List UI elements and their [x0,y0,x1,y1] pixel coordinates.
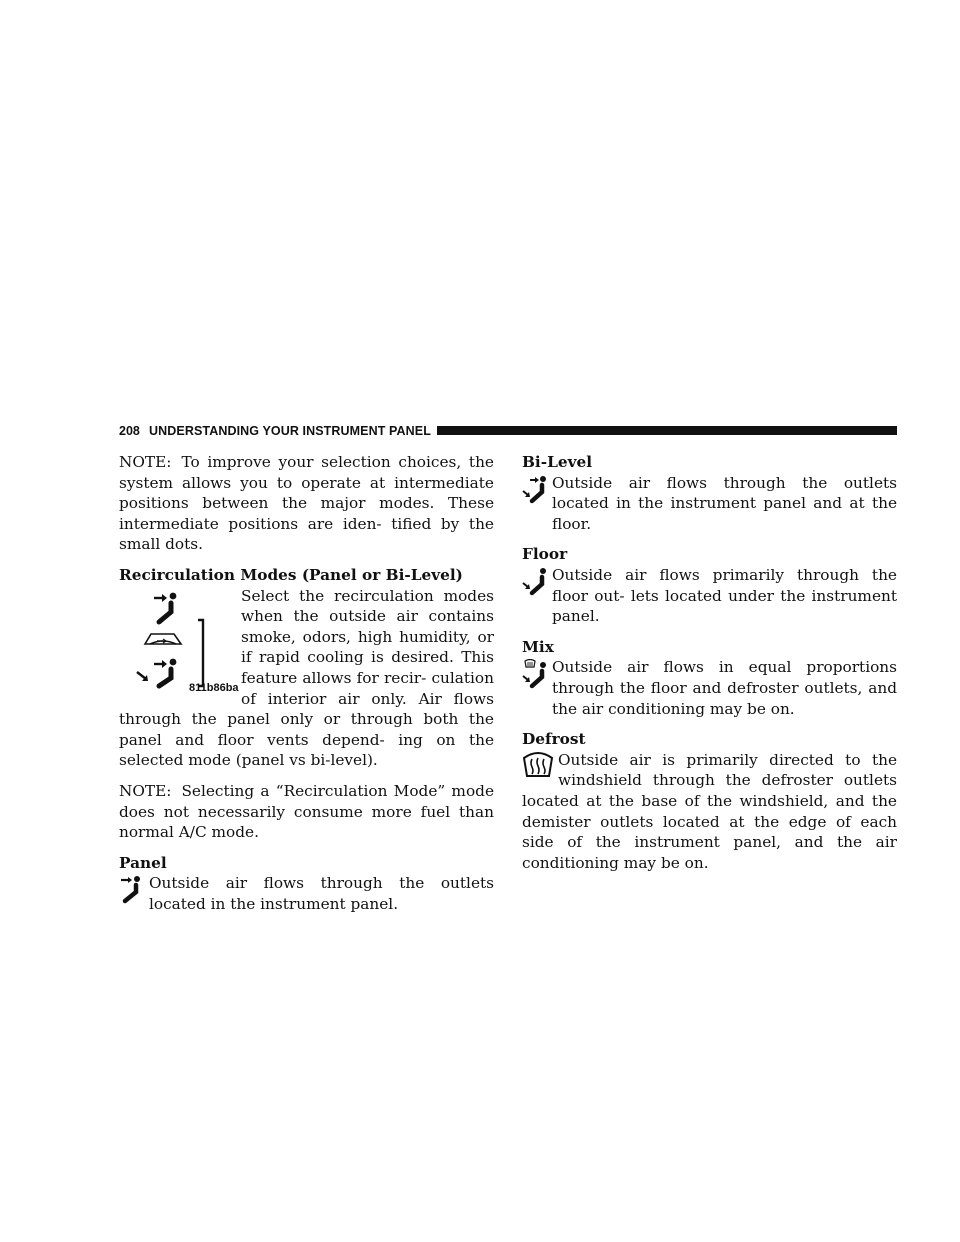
panel-text: Outside air flows through the outlets located in the instrument panel. [149,874,494,913]
mix-text: Outside air flows in equal proportions through the floor and defroster outlets, and the air conditioning may be on. [552,658,897,718]
bilevel-section [522,473,897,535]
panel-mode-icon [119,875,145,905]
mix-section [522,657,897,719]
floor-mode-icon [522,567,548,597]
defrost-icon-wrap [522,750,558,790]
panel-heading: Panel [119,853,167,872]
header-rule [437,426,897,435]
note-text: To improve your selection choices, the system allows you to operate at intermediate positions between the major modes. These intermediate positions are iden- tified by the small dots. [119,453,494,554]
section-title: UNDERSTANDING YOUR INSTRUMENT PANEL [149,424,431,438]
defrost-mode-icon [522,750,554,780]
defrost-heading: Defrost [522,730,586,749]
bilevel-mode-icon [522,475,548,505]
note-text: Selecting a “Recirculation Mode” mode does not necessarily consume more fuel than normal A/C mode. [119,781,494,842]
page-header [119,423,897,439]
panel-section [119,873,494,914]
recirculation-section [119,586,494,771]
bilevel-text: Outside air flows through the outlets located in the instrument panel and at the floor. [552,473,897,533]
figure-code: 811b86ba [189,681,239,694]
right-column [522,452,897,873]
bilevel-heading: Bi-Level [522,453,593,471]
left-column [119,452,494,914]
defrost-text: Outside air is primarily directed to the windshield through the defroster outlets located at the base of the windshield, and the demister outlets located at the edge of each side of the instrument panel, and the air conditioning may be on. [522,750,897,872]
floor-text: Outside air flows primarily through the floor out- lets located under the instrument panel. [552,565,897,626]
defrost-section [522,750,897,874]
page-number: 208 [119,424,140,438]
floor-heading: Floor [522,545,568,564]
mix-heading: Mix [522,637,554,656]
note-intermediate-positions [119,452,494,555]
recirculation-figure [119,586,239,694]
mix-mode-icon [522,659,548,689]
floor-section [522,565,897,627]
note-label: NOTE: [119,781,172,800]
note-label: NOTE: [119,453,172,471]
note-recirculation-fuel [119,781,494,843]
recirculation-text: Select the recirculation modes when the outside air contains smoke, odors, high humidity, or if rapid cooling is desired. This feature allows for recir- culation of interior air only. Air flows through the panel only or through both the panel and floor vents depend- ing on the selected mode (panel vs bi-level). [119,586,494,770]
recirculation-modes-icon [119,586,235,692]
recirculation-heading: Recirculation Modes (Panel or Bi-Level) [119,565,463,584]
